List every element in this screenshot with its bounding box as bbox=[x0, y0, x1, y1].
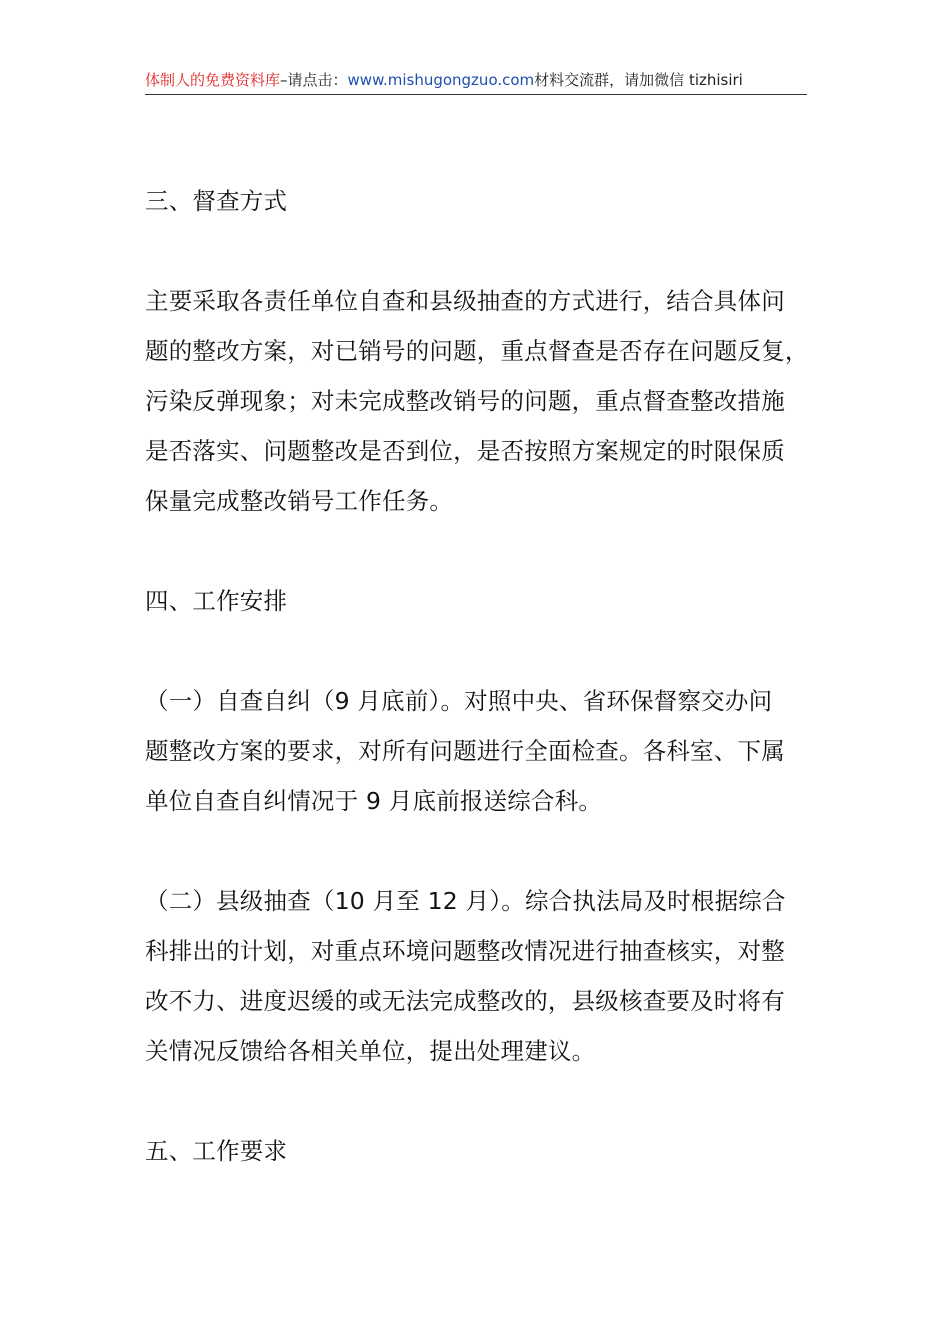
site-name: 体制人的免费资料库 bbox=[145, 71, 281, 89]
page-header bbox=[145, 68, 807, 95]
paragraph-line: 科排出的计划，对重点环境问题整改情况进行抽查核实，对整 bbox=[145, 937, 785, 965]
paragraph-county-spot-check bbox=[145, 876, 810, 1076]
paragraph-line: 保量完成整改销号工作任务。 bbox=[145, 487, 454, 515]
paragraph-supervision-method bbox=[145, 276, 810, 526]
paragraph-line: 主要采取各责任单位自查和县级抽查的方式进行，结合具体问 bbox=[145, 287, 785, 315]
document-body bbox=[145, 176, 810, 1226]
section-heading-work-requirements: 五、工作要求 bbox=[145, 1137, 288, 1165]
paragraph-self-check bbox=[145, 676, 810, 826]
wechat-text: 材料交流群，请加微信 tizhisiri bbox=[534, 71, 743, 89]
click-text: –请点击： bbox=[280, 71, 348, 89]
section-heading-supervision-method: 三、督查方式 bbox=[145, 187, 288, 215]
section-heading-work-arrangement: 四、工作安排 bbox=[145, 587, 288, 615]
paragraph-line: 题整改方案的要求，对所有问题进行全面检查。各科室、下属 bbox=[145, 737, 785, 765]
paragraph-line: （一）自查自纠（9 月底前）。对照中央、省环保督察交办问 bbox=[145, 687, 773, 715]
paragraph-line: 题的整改方案，对已销号的问题，重点督查是否存在问题反复， bbox=[145, 337, 809, 365]
paragraph-line: 关情况反馈给各相关单位，提出处理建议。 bbox=[145, 1037, 596, 1065]
paragraph-line: 是否落实、问题整改是否到位，是否按照方案规定的时限保质 bbox=[145, 437, 785, 465]
paragraph-line: 改不力、进度迟缓的或无法完成整改的，县级核查要及时将有 bbox=[145, 987, 785, 1015]
paragraph-line: 单位自查自纠情况于 9 月底前报送综合科。 bbox=[145, 787, 603, 815]
site-url-link[interactable]: www.mishugongzuo.com bbox=[347, 71, 535, 89]
paragraph-line: 污染反弹现象；对未完成整改销号的问题，重点督查整改措施 bbox=[145, 387, 785, 415]
paragraph-line: （二）县级抽查（10 月至 12 月）。综合执法局及时根据综合 bbox=[145, 887, 786, 915]
